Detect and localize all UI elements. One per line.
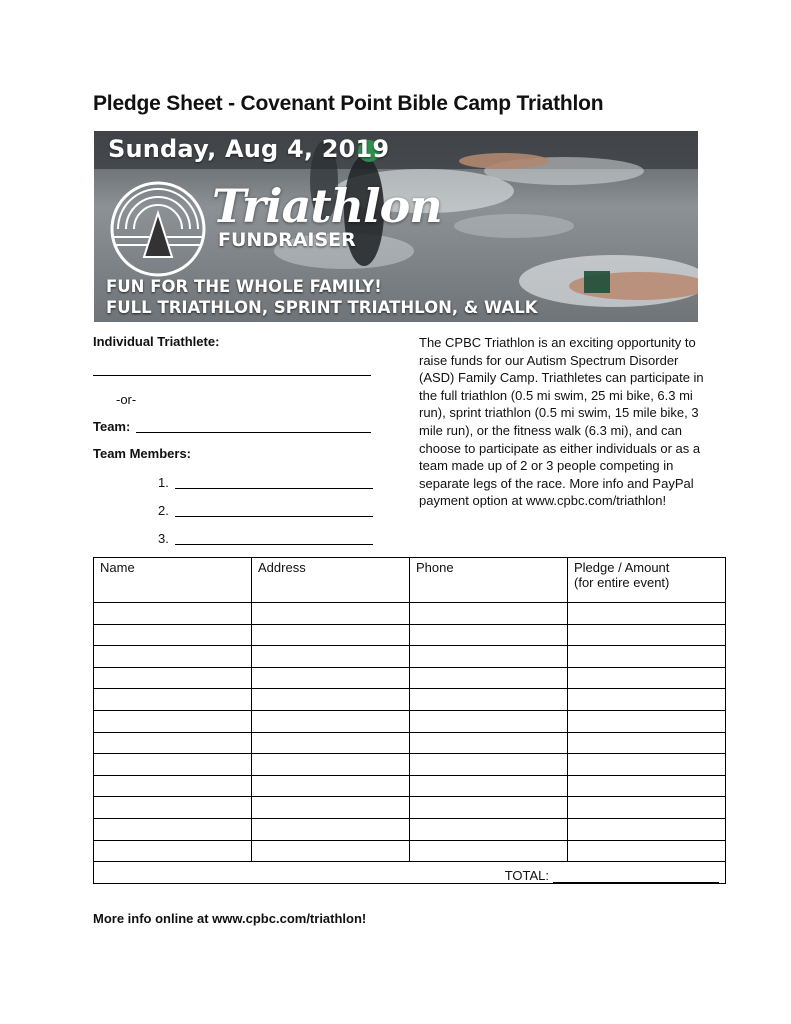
cell-name[interactable] — [94, 775, 252, 797]
cell-pledge[interactable] — [568, 603, 726, 625]
cell-phone[interactable] — [410, 689, 568, 711]
team-member-2-field[interactable] — [175, 516, 373, 517]
cell-name[interactable] — [94, 818, 252, 840]
cell-name[interactable] — [94, 667, 252, 689]
header-pledge-note: (for entire event) — [574, 575, 670, 590]
header-phone: Phone — [410, 558, 568, 603]
table-row — [94, 624, 726, 646]
cell-pledge[interactable] — [568, 775, 726, 797]
cell-phone[interactable] — [410, 667, 568, 689]
table-row — [94, 775, 726, 797]
cell-phone[interactable] — [410, 818, 568, 840]
header-pledge — [568, 558, 726, 603]
individual-triathlete-field[interactable] — [93, 375, 371, 376]
cell-address[interactable] — [252, 775, 410, 797]
event-description: The CPBC Triathlon is an exciting opportunity to raise funds for our Autism Spectrum Disorder (ASD) Family Camp. Triathletes can participate in the full triathlon (0.5 mi swim, 25 mi bike, 6.3 mi run), sprint triathlon (0.5 mi swim, 15 mile bike, 3 mile run), or the fitness walk (6.3 mi), and can choose to participate as either individuals or as a team made up of 2 or 3 people competing in separate legs of the race. More info and PayPal payment option at www.cpbc.com/triathlon! — [419, 335, 704, 509]
cell-address[interactable] — [252, 624, 410, 646]
table-row — [94, 689, 726, 711]
cell-address[interactable] — [252, 797, 410, 819]
team-member-3-field[interactable] — [175, 544, 373, 545]
cell-name[interactable] — [94, 689, 252, 711]
table-row — [94, 710, 726, 732]
cell-pledge[interactable] — [568, 840, 726, 862]
cell-phone[interactable] — [410, 646, 568, 668]
cell-pledge[interactable] — [568, 689, 726, 711]
cell-pledge[interactable] — [568, 624, 726, 646]
cell-pledge[interactable] — [568, 710, 726, 732]
cell-phone[interactable] — [410, 754, 568, 776]
total-row — [94, 862, 726, 884]
member-number-1: 1. — [158, 475, 169, 490]
cell-name[interactable] — [94, 797, 252, 819]
cell-address[interactable] — [252, 667, 410, 689]
fundraiser-text: FUNDRAISER — [218, 229, 356, 251]
cell-pledge[interactable] — [568, 818, 726, 840]
cell-phone[interactable] — [410, 732, 568, 754]
banner-tagline-2: FULL TRIATHLON, SPRINT TRIATHLON, & WALK — [106, 298, 538, 317]
team-members-label: Team Members: — [93, 446, 192, 461]
cell-name[interactable] — [94, 840, 252, 862]
pledge-rows — [94, 603, 726, 884]
cell-address[interactable] — [252, 754, 410, 776]
camp-logo — [102, 171, 214, 283]
cell-name[interactable] — [94, 710, 252, 732]
table-row — [94, 603, 726, 625]
footer-info: More info online at www.cpbc.com/triathlon! — [93, 911, 367, 926]
total-field[interactable] — [553, 870, 719, 883]
cell-phone[interactable] — [410, 797, 568, 819]
banner-tagline-1: FUN FOR THE WHOLE FAMILY! — [106, 277, 382, 296]
team-member-1-field[interactable] — [175, 488, 373, 489]
cell-pledge[interactable] — [568, 754, 726, 776]
cell-address[interactable] — [252, 710, 410, 732]
total-cell — [94, 862, 726, 884]
cell-address[interactable] — [252, 689, 410, 711]
cell-phone[interactable] — [410, 710, 568, 732]
table-header-row — [94, 558, 726, 603]
cell-pledge[interactable] — [568, 732, 726, 754]
cell-name[interactable] — [94, 754, 252, 776]
table-row — [94, 667, 726, 689]
table-row — [94, 818, 726, 840]
cell-name[interactable] — [94, 732, 252, 754]
total-label: TOTAL: — [504, 868, 549, 884]
cell-pledge[interactable] — [568, 646, 726, 668]
table-row — [94, 797, 726, 819]
table-row — [94, 646, 726, 668]
cell-address[interactable] — [252, 646, 410, 668]
team-label: Team: — [93, 419, 131, 434]
cell-address[interactable] — [252, 818, 410, 840]
individual-triathlete-label: Individual Triathlete: — [93, 334, 220, 349]
cell-name[interactable] — [94, 603, 252, 625]
header-name: Name — [94, 558, 252, 603]
cell-pledge[interactable] — [568, 797, 726, 819]
cell-phone[interactable] — [410, 624, 568, 646]
table-row — [94, 732, 726, 754]
event-date: Sunday, Aug 4, 2019 — [108, 135, 390, 163]
cell-address[interactable] — [252, 840, 410, 862]
header-address: Address — [252, 558, 410, 603]
cell-address[interactable] — [252, 603, 410, 625]
cell-name[interactable] — [94, 646, 252, 668]
page-title: Pledge Sheet - Covenant Point Bible Camp Triathlon — [93, 92, 604, 115]
cell-phone[interactable] — [410, 840, 568, 862]
cell-phone[interactable] — [410, 775, 568, 797]
cell-pledge[interactable] — [568, 667, 726, 689]
pledge-table — [93, 557, 726, 884]
header-pledge-amount: Pledge / Amount — [574, 560, 670, 575]
or-separator: -or- — [116, 392, 137, 407]
member-number-2: 2. — [158, 503, 169, 518]
table-row — [94, 840, 726, 862]
triathlon-wordmark: Triathlon — [212, 179, 442, 233]
banner-image — [94, 131, 698, 322]
cell-name[interactable] — [94, 624, 252, 646]
member-number-3: 3. — [158, 531, 169, 546]
cell-phone[interactable] — [410, 603, 568, 625]
cell-address[interactable] — [252, 732, 410, 754]
table-row — [94, 754, 726, 776]
team-name-field[interactable] — [136, 432, 371, 433]
